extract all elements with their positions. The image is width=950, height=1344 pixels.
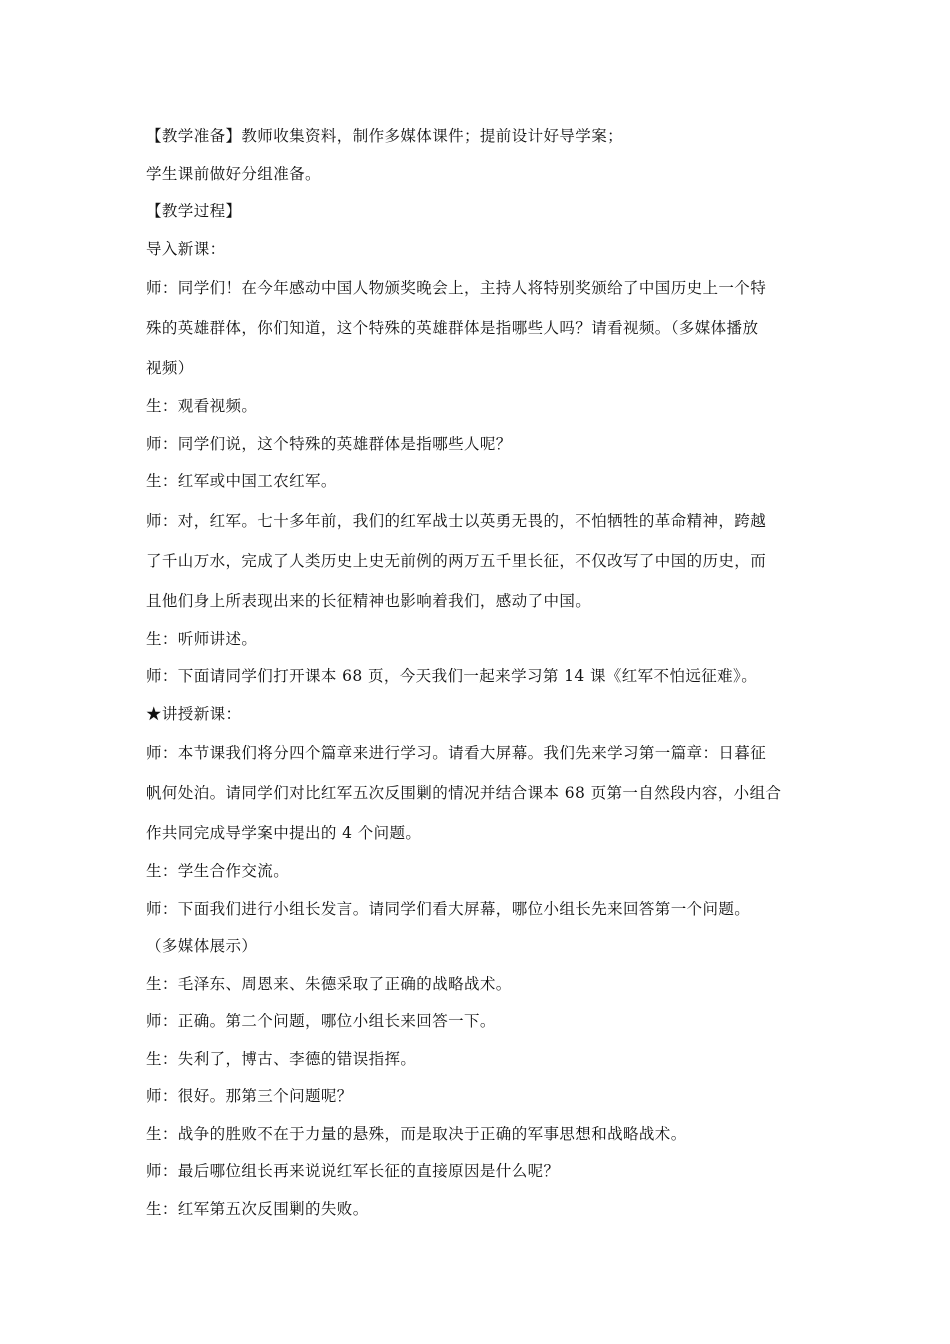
text-line: 生：红军或中国工农红军。 — [146, 472, 337, 490]
text-line: 【教学准备】教师收集资料，制作多媒体课件；提前设计好导学案； — [146, 127, 624, 145]
text-line: 师：最后哪位组长再来说说红军长征的直接原因是什么呢？ — [146, 1162, 560, 1180]
text-line: 师：对，红军。七十多年前，我们的红军战士以英勇无畏的，不怕牺牲的革命精神，跨越 — [146, 511, 767, 530]
text-line: 生：红军第五次反围剿的失败。 — [146, 1199, 369, 1218]
text-line: 生：战争的胜败不在于力量的悬殊，而是取决于正确的军事思想和战略战术。 — [146, 1124, 687, 1143]
text-line: 视频） — [146, 359, 194, 377]
text-line: （多媒体展示） — [146, 937, 258, 955]
text-line: 师：正确。第二个问题，哪位小组长来回答一下。 — [146, 1012, 496, 1030]
text-line: 师：同学们说，这个特殊的英雄群体是指哪些人呢？ — [146, 434, 512, 453]
text-line: 师：同学们！在今年感动中国人物颁奖晚会上，主持人将特别奖颁给了中国历史上一个特 — [146, 279, 767, 297]
text-line: 导入新课： — [146, 239, 226, 258]
text-line: 师：本节课我们将分四个篇章来进行学习。请看大屏幕。我们先来学习第一篇章：日暮征 — [146, 744, 767, 762]
text-line: 学生课前做好分组准备。 — [146, 164, 321, 183]
text-line: 作共同完成导学案中提出的 4 个问题。 — [146, 824, 422, 842]
section-heading: 【教学过程】 — [146, 202, 242, 220]
text-line: 生：学生合作交流。 — [146, 862, 290, 880]
text-line: 师：下面请同学们打开课本 68 页，今天我们一起来学习第 14 课《红军不怕远征难》。 — [146, 667, 758, 685]
text-line: 帆何处泊。请同学们对比红军五次反围剿的情况并结合课本 68 页第一自然段内容，小组合 — [146, 784, 782, 802]
text-line: 生：毛泽东、周恩来、朱德采取了正确的战略战术。 — [146, 974, 512, 993]
document-page — [146, 118, 814, 1228]
text-line: 生：失利了，博古、李德的错误指挥。 — [146, 1049, 417, 1068]
text-line: 且他们身上所表现出来的长征精神也影响着我们，感动了中国。 — [146, 591, 592, 610]
text-line: 殊的英雄群体，你们知道，这个特殊的英雄群体是指哪些人吗？请看视频。（多媒体播放 — [146, 319, 759, 337]
text-line: 了千山万水，完成了人类历史上史无前例的两万五千里长征，不仅改写了中国的历史，而 — [146, 551, 767, 570]
text-line: 师：很好。那第三个问题呢？ — [146, 1087, 353, 1105]
text-line: 师：下面我们进行小组长发言。请同学们看大屏幕，哪位小组长先来回答第一个问题。 — [146, 899, 751, 918]
text-line: 生：听师讲述。 — [146, 629, 258, 648]
text-line: 生：观看视频。 — [146, 397, 258, 415]
section-heading: ★讲授新课： — [146, 704, 242, 723]
